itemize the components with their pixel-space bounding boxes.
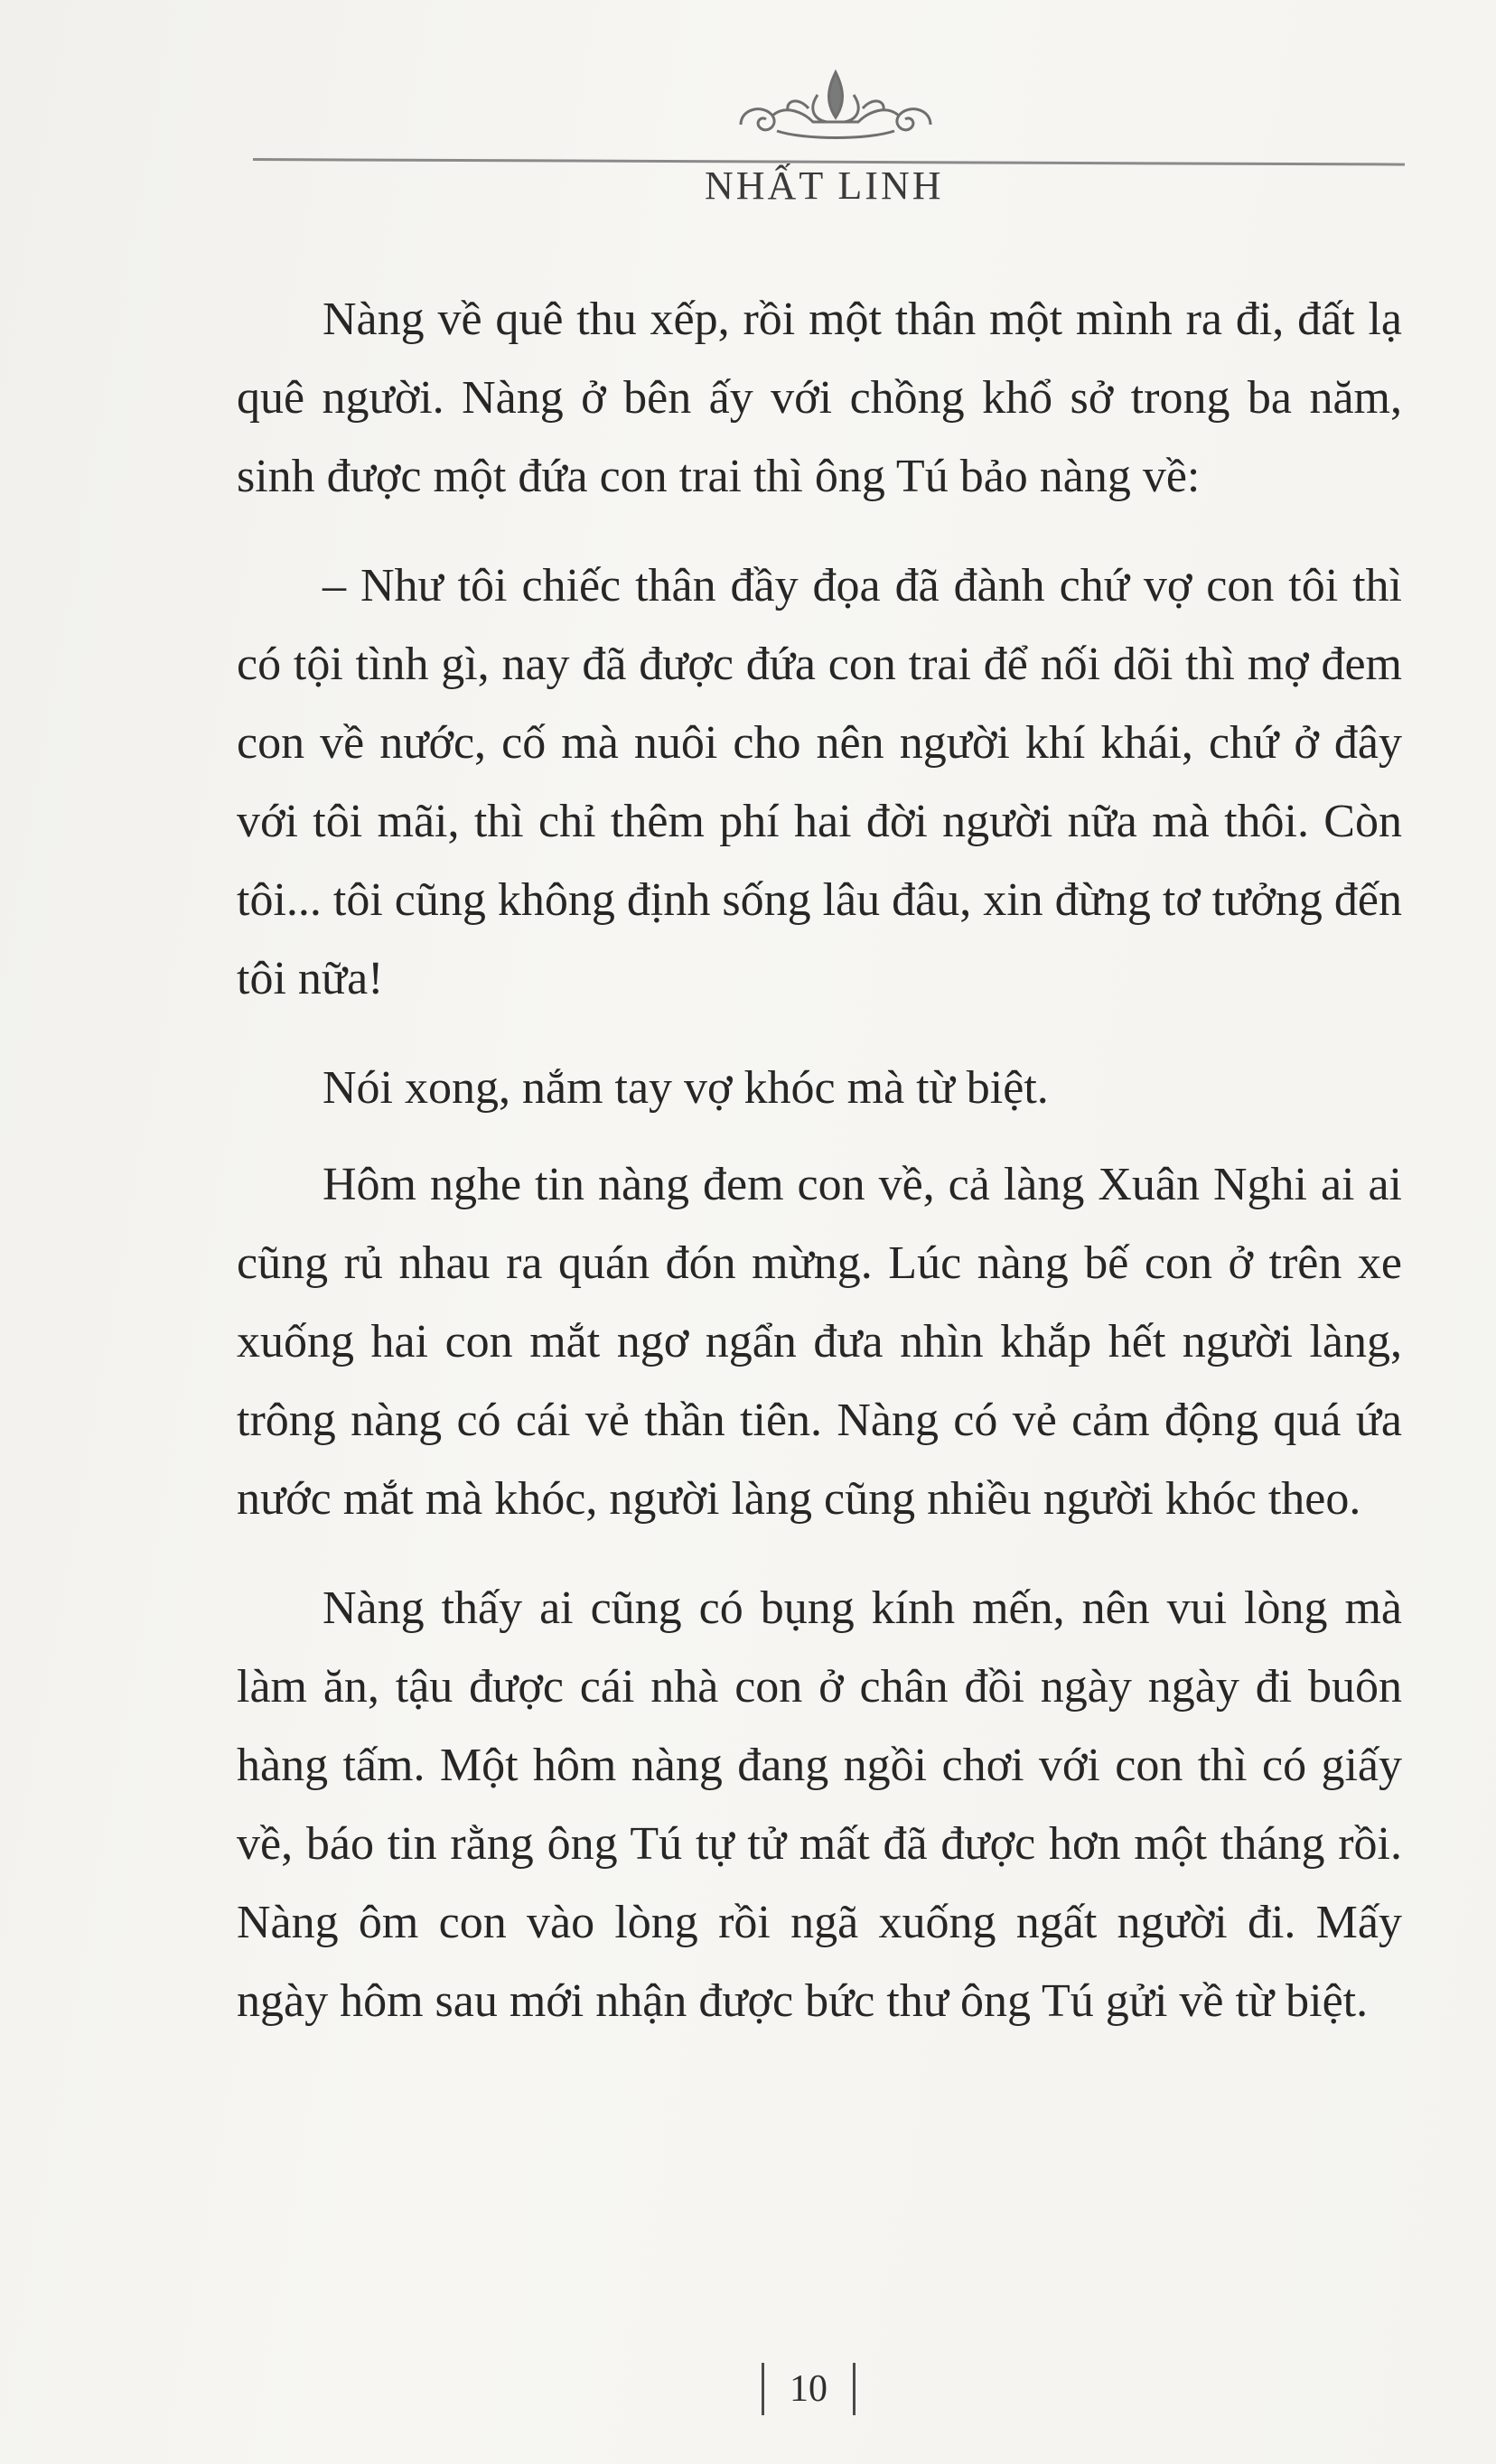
floral-scroll-ornament-icon (723, 63, 949, 149)
folio-left-bar (762, 2363, 764, 2415)
paragraph: Nàng về quê thu xếp, rồi một thân một mình ra đi, đất lạ quê người. Nàng ở bên ấy với chồng khổ sở trong ba năm, sinh được một đứa con trai thì ông Tú bảo nàng về: (237, 294, 1402, 502)
paragraph: Nàng thấy ai cũng có bụng kính mến, nên vui lòng mà làm ăn, tậu được cái nhà con ở chân đồi ngày ngày đi buôn hàng tấm. Một hôm nàng đang ngồi chơi với con thì có giấy về, báo tin rằng ông Tú tự tử mất đã được hơn một tháng rồi. Nàng ôm con vào lòng rồi ngã xuống ngất người đi. Mấy ngày hôm sau mới nhận được bức thư ông Tú gửi về từ biệt. (237, 1582, 1402, 2027)
page-folio (741, 2357, 876, 2421)
body-text (237, 280, 1402, 2071)
folio-right-bar (853, 2363, 856, 2415)
paragraph: Hôm nghe tin nàng đem con về, cả làng Xuân Nghi ai ai cũng rủ nhau ra quán đón mừng. Lúc nàng bế con ở trên xe xuống hai con mắt ngơ ngẩn đưa nhìn khắp hết người làng, trông nàng có cái vẻ thần tiên. Nàng có vẻ cảm động quá ứa nước mắt mà khóc, người làng cũng nhiều người khóc theo. (237, 1159, 1402, 1525)
page-number: 10 (790, 2368, 827, 2410)
paragraph: Nói xong, nắm tay vợ khóc mà từ biệt. (323, 1062, 1049, 1114)
running-head: NHẤT LINH (705, 163, 944, 208)
paragraph-dialogue: – Như tôi chiếc thân đầy đọa đã đành chứ vợ con tôi thì có tội tình gì, nay đã được đứa con trai để nối dõi thì mợ đem con về nước, cố mà nuôi cho nên người khí khái, chứ ở đây với tôi mãi, thì chỉ thêm phí hai đời người nữa mà thôi. Còn tôi... tôi cũng không định sống lâu đâu, xin đừng tơ tưởng đến tôi nữa! (237, 560, 1402, 1004)
